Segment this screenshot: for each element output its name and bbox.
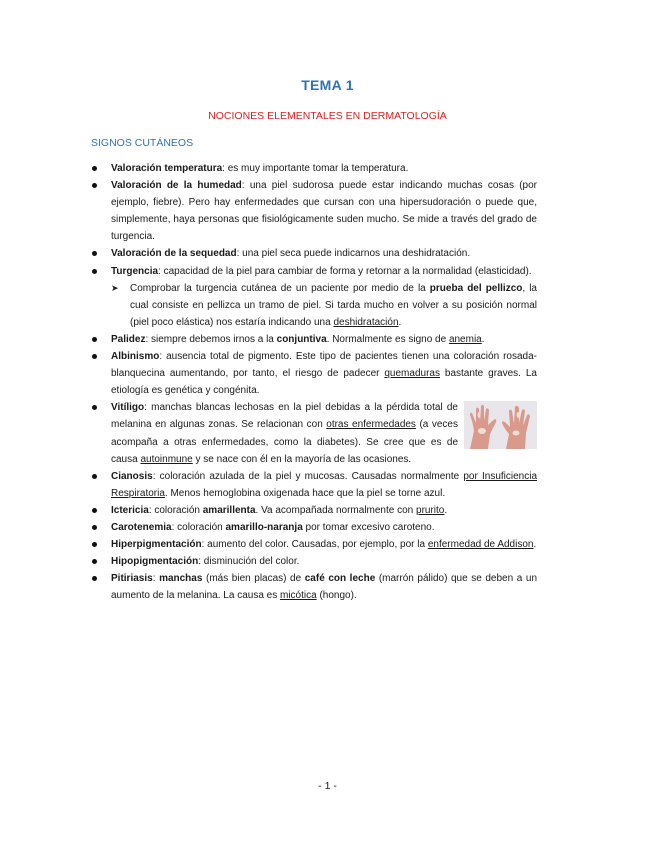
list-item-hiperpigmentacion — [91, 536, 537, 553]
underlined-text: autoinmune — [140, 453, 193, 465]
text: : ausencia total de pigmento. Este tipo de pacientes tienen una coloración rosada-blanquecina aumentando, por tanto, el riesgo de padecer — [111, 351, 537, 380]
text: (marrón pálido) que se deben a un aumento de la melanina. La causa es — [111, 573, 538, 602]
vitiligo-hands-photo — [464, 401, 537, 449]
list-item-temperatura — [91, 160, 537, 177]
text: Comprobar la turgencia cutánea de un paciente por medio de la — [130, 282, 430, 294]
list-item-carotenemia — [91, 519, 537, 536]
text: bastante graves. La etiología es genética y congénita. — [111, 368, 537, 397]
term: Turgencia — [111, 265, 159, 277]
term: Ictericia — [111, 504, 149, 516]
term: Valoración temperatura — [111, 163, 223, 174]
term: Carotenemia — [111, 521, 172, 533]
arrowhead-bullet-icon: ➤ — [111, 282, 119, 293]
description: : una piel seca puede indicarnos una deshidratación. — [236, 248, 471, 260]
underlined-text: anemia — [448, 333, 482, 345]
text: : siempre debemos irnos a la — [145, 333, 277, 345]
bold-text: café con leche — [304, 573, 376, 585]
term: Albinismo — [111, 351, 160, 363]
text: . — [533, 539, 537, 551]
text: : — [152, 573, 160, 585]
list-item-sequedad — [91, 245, 537, 262]
description: : es muy importante tomar la temperatura. — [222, 163, 409, 174]
text: . — [398, 316, 402, 328]
text: . Menos hemoglobina oxigenada hace que la piel se torne azul. — [164, 487, 446, 499]
description: : una piel sudorosa puede estar indicando muchas cosas (por ejemplo, fiebre). Pero hay enfermedades que cursan con una hipersudoración o puede que, simplemente, haya personas que fisiológicamente suden mucho. Se mide a través del grado de turgencia. — [111, 180, 537, 243]
term: Pitiriasis — [111, 573, 153, 585]
underlined-text: por Insuficiencia Respiratoria — [111, 470, 538, 499]
text: , la cual consiste en pellizca un tramo de piel. Si tarda mucho en volver a su posición normal (piel poco elástica) nos estaría indicando una — [130, 282, 537, 328]
term: Valoración de la humedad — [111, 180, 242, 192]
text: : aumento del color. Causadas, por ejemplo, por la — [201, 539, 428, 551]
page-title: TEMA 1 — [301, 77, 354, 93]
underlined-text: quemaduras — [384, 368, 440, 380]
underlined-text: deshidratación — [333, 316, 399, 328]
text: (más bien placas) de — [202, 573, 305, 585]
text: por tomar excesivo caroteno. — [302, 521, 435, 533]
text: (a veces acompaña a otras enfermedades, como la diabetes). Se cree que es de causa — [111, 419, 458, 465]
bold-text: amarillo-naranja — [225, 521, 303, 533]
underlined-text: enfermedad de Addison — [427, 539, 534, 551]
term: Hiperpigmentación — [111, 539, 202, 551]
section-heading: SIGNOS CUTÁNEOS — [91, 137, 194, 149]
underlined-text: otras enfermedades — [326, 419, 416, 431]
text: . — [481, 333, 485, 345]
text: : disminución del color. — [198, 556, 300, 568]
text: . — [444, 504, 448, 516]
description: : capacidad de la piel para cambiar de forma y retornar a la normalidad (elasticidad). — [158, 265, 532, 277]
sub-item-prueba-pellizco — [91, 280, 537, 331]
list-item-humedad — [91, 177, 537, 245]
list-item-palidez — [91, 331, 537, 348]
text: (hongo). — [316, 590, 357, 602]
list-item-albinismo — [91, 348, 537, 399]
bold-text: amarillenta — [202, 504, 256, 516]
list-item-pitiriasis — [91, 570, 537, 604]
text: : manchas blancas lechosas en la piel debidas a la pérdida total de melanina en algunas zonas. Se relacionan con — [111, 402, 458, 431]
signs-list — [91, 160, 537, 604]
list-item-ictericia — [91, 502, 537, 519]
list-item-vitiligo — [91, 399, 537, 467]
text: . Normalmente es signo de — [326, 333, 449, 345]
term: Hipopigmentación — [111, 556, 199, 568]
page-number: - 1 - — [318, 780, 337, 792]
bold-text: prueba del pellizco — [429, 282, 523, 294]
bold-text: manchas — [159, 573, 203, 585]
bold-text: conjuntiva — [276, 333, 327, 345]
term: Vitíligo — [111, 402, 145, 414]
text: : coloración azulada de la piel y mucosas. Causadas normalmente — [152, 470, 464, 482]
list-item-cianosis — [91, 468, 537, 502]
term: Cianosis — [111, 470, 153, 482]
underlined-text: prurito — [416, 504, 445, 516]
list-item-turgencia — [91, 263, 537, 280]
term: Valoración de la sequedad — [111, 248, 237, 260]
text: : coloración — [148, 504, 203, 516]
term: Palidez — [111, 333, 146, 345]
chapter-subtitle: NOCIONES ELEMENTALES EN DERMATOLOGÍA — [208, 110, 447, 122]
underlined-text: micótica — [280, 590, 317, 602]
text: . Va acompañada normalmente con — [255, 504, 417, 516]
list-item-hipopigmentacion — [91, 553, 537, 570]
text: : coloración — [171, 521, 226, 533]
text: y se nace con él en la mayoría de las ocasiones. — [192, 453, 412, 465]
